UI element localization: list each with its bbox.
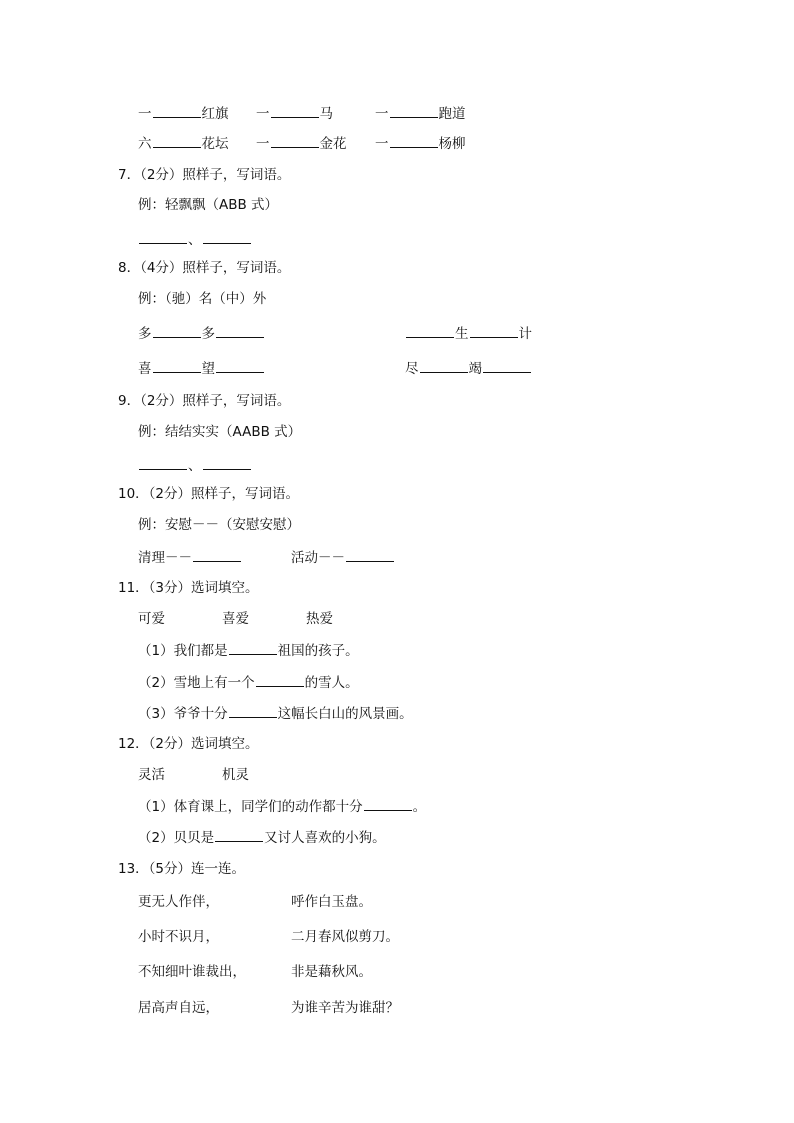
question-8-row-1-left: 多 多 <box>138 324 265 342</box>
answer-blank[interactable] <box>346 548 394 562</box>
fill-item: 一 红旗 <box>138 106 229 122</box>
answer-blank[interactable] <box>216 324 264 338</box>
answer-blank[interactable] <box>256 673 304 687</box>
question-11-option: 喜爱 <box>222 611 249 627</box>
question-7-heading: 7．（2分）照样子，写词语。 <box>118 167 291 183</box>
question-9-answer-row: 、 <box>138 456 252 474</box>
question-12-heading: 12．（2分）选词填空。 <box>118 736 259 752</box>
match-right-item[interactable]: 为谁辛苦为谁甜？ <box>291 1000 399 1016</box>
answer-blank[interactable] <box>271 104 319 118</box>
fill-item: 一 杨柳 <box>375 136 466 152</box>
answer-blank[interactable] <box>483 359 531 373</box>
question-12-option: 灵活 <box>138 767 165 783</box>
question-11-sentence-1: （1）我们都是 祖国的孩子。 <box>138 643 359 659</box>
answer-blank[interactable] <box>229 704 277 718</box>
question-8-row-2-left: 喜 望 <box>138 359 265 377</box>
answer-blank[interactable] <box>271 134 319 148</box>
match-right-item[interactable]: 呼作白玉盘。 <box>291 894 372 910</box>
question-8-row-2-right: 尽 竭 <box>405 359 532 377</box>
match-right-item[interactable]: 二月春风似剪刀。 <box>291 929 399 945</box>
question-12-sentence-2: （2）贝贝是 又讨人喜欢的小狗。 <box>138 830 386 846</box>
match-left-item[interactable]: 小时不识月， <box>138 929 219 945</box>
question-12-option: 机灵 <box>222 767 249 783</box>
fill-item: 一 马 <box>256 106 333 122</box>
question-13-heading: 13．（5分）连一连。 <box>118 861 246 877</box>
question-10-heading: 10．（2分）照样子，写词语。 <box>118 486 300 502</box>
question-11-sentence-3: （3）爷爷十分 这幅长白山的风景画。 <box>138 706 413 722</box>
question-8-row-1-right: 生 计 <box>405 324 532 342</box>
answer-blank[interactable] <box>203 456 251 470</box>
fill-item: 一 金花 <box>256 136 347 152</box>
match-right-item[interactable]: 非是藉秋风。 <box>291 964 372 980</box>
answer-blank[interactable] <box>139 456 187 470</box>
fill-item: 六 花坛 <box>138 136 229 152</box>
question-10-answer-2: 活动－－ <box>291 548 395 566</box>
answer-blank[interactable] <box>229 641 277 655</box>
answer-blank[interactable] <box>470 324 518 338</box>
answer-blank[interactable] <box>153 359 201 373</box>
question-9-example: 例：结结实实（AABB 式） <box>138 424 302 440</box>
answer-blank[interactable] <box>390 134 438 148</box>
match-left-item[interactable]: 居高声自远， <box>138 1000 219 1016</box>
answer-blank[interactable] <box>203 230 251 244</box>
answer-blank[interactable] <box>139 230 187 244</box>
question-12-sentence-1: （1）体育课上，同学们的动作都十分 。 <box>138 799 427 815</box>
answer-blank[interactable] <box>406 324 454 338</box>
match-left-item[interactable]: 更无人作伴， <box>138 894 219 910</box>
answer-blank[interactable] <box>216 359 264 373</box>
question-10-answer-1: 清理－－ <box>138 548 242 566</box>
answer-blank[interactable] <box>364 797 412 811</box>
answer-blank[interactable] <box>153 324 201 338</box>
question-11-heading: 11．（3分）选词填空。 <box>118 580 259 596</box>
question-10-example: 例：安慰－－（安慰安慰） <box>138 517 300 533</box>
answer-blank[interactable] <box>215 828 263 842</box>
question-7-example: 例：轻飘飘（ABB 式） <box>138 197 279 213</box>
answer-blank[interactable] <box>153 134 201 148</box>
match-left-item[interactable]: 不知细叶谁裁出， <box>138 964 246 980</box>
answer-blank[interactable] <box>153 104 201 118</box>
question-11-option: 热爱 <box>306 611 333 627</box>
question-9-heading: 9．（2分）照样子，写词语。 <box>118 393 291 409</box>
answer-blank[interactable] <box>420 359 468 373</box>
question-8-example: 例：（驰）名（中）外 <box>138 291 267 307</box>
answer-blank[interactable] <box>390 104 438 118</box>
question-11-sentence-2: （2）雪地上有一个 的雪人。 <box>138 675 359 691</box>
question-11-option: 可爱 <box>138 611 165 627</box>
answer-blank[interactable] <box>193 548 241 562</box>
fill-item: 一 跑道 <box>375 106 466 122</box>
question-7-answer-row: 、 <box>138 230 252 248</box>
question-8-heading: 8．（4分）照样子，写词语。 <box>118 260 291 276</box>
